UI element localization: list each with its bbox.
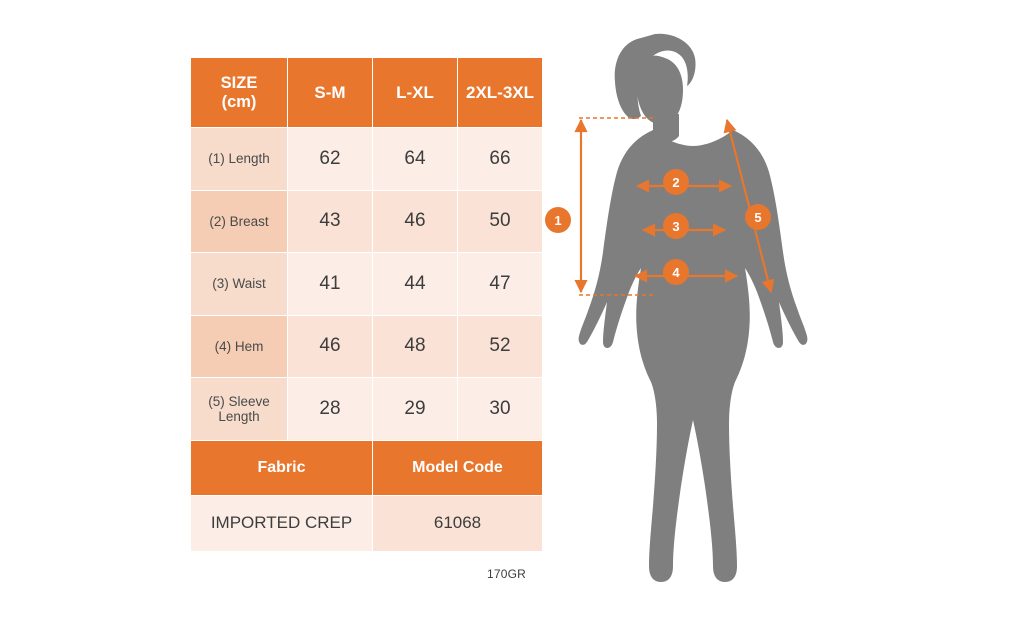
cell-waist-l-xl: 44 xyxy=(373,253,458,316)
cell-sleeve-2xl-3xl: 30 xyxy=(458,378,543,441)
header-size-line2: (cm) xyxy=(221,92,257,111)
cell-sleeve-l-xl: 29 xyxy=(373,378,458,441)
female-figure-illustration xyxy=(545,20,875,610)
marker-5-sleeve-length: 5 xyxy=(745,204,771,230)
header-2xl-3xl: 2XL-3XL xyxy=(458,58,543,128)
fabric-weight-note: 170GR xyxy=(487,567,527,581)
cell-length-s-m: 62 xyxy=(288,128,373,191)
table-row xyxy=(191,315,543,378)
cell-breast-s-m: 43 xyxy=(288,190,373,253)
marker-2-breast: 2 xyxy=(663,169,689,195)
cell-hem-l-xl: 48 xyxy=(373,315,458,378)
table-footer-row xyxy=(191,495,543,551)
header-s-m: S-M xyxy=(288,58,373,128)
cell-breast-l-xl: 46 xyxy=(373,190,458,253)
cell-waist-s-m: 41 xyxy=(288,253,373,316)
table-row xyxy=(191,253,543,316)
row-label-length: (1) Length xyxy=(191,128,288,191)
body-silhouette xyxy=(579,34,808,582)
row-label-hem: (4) Hem xyxy=(191,315,288,378)
row-label-breast: (2) Breast xyxy=(191,190,288,253)
table-row xyxy=(191,190,543,253)
header-size xyxy=(191,58,288,128)
cell-hem-2xl-3xl: 52 xyxy=(458,315,543,378)
table-row xyxy=(191,378,543,441)
value-model-code: 61068 xyxy=(373,495,543,551)
header-l-xl: L-XL xyxy=(373,58,458,128)
size-chart-table xyxy=(190,57,543,552)
table-header-row xyxy=(191,58,543,128)
cell-waist-2xl-3xl: 47 xyxy=(458,253,543,316)
cell-sleeve-s-m: 28 xyxy=(288,378,373,441)
cell-length-l-xl: 64 xyxy=(373,128,458,191)
cell-breast-2xl-3xl: 50 xyxy=(458,190,543,253)
marker-1-length: 1 xyxy=(545,207,571,233)
header-fabric: Fabric xyxy=(191,440,373,495)
marker-4-hem: 4 xyxy=(663,259,689,285)
marker-3-waist: 3 xyxy=(663,213,689,239)
cell-length-2xl-3xl: 66 xyxy=(458,128,543,191)
header-size-line1: SIZE xyxy=(220,73,258,92)
measurement-diagram xyxy=(545,20,875,610)
cell-hem-s-m: 46 xyxy=(288,315,373,378)
table-row xyxy=(191,128,543,191)
row-label-sleeve-length: (5) Sleeve Length xyxy=(191,378,288,441)
table-footer-header-row xyxy=(191,440,543,495)
value-fabric: IMPORTED CREP xyxy=(191,495,373,551)
header-model-code: Model Code xyxy=(373,440,543,495)
row-label-waist: (3) Waist xyxy=(191,253,288,316)
